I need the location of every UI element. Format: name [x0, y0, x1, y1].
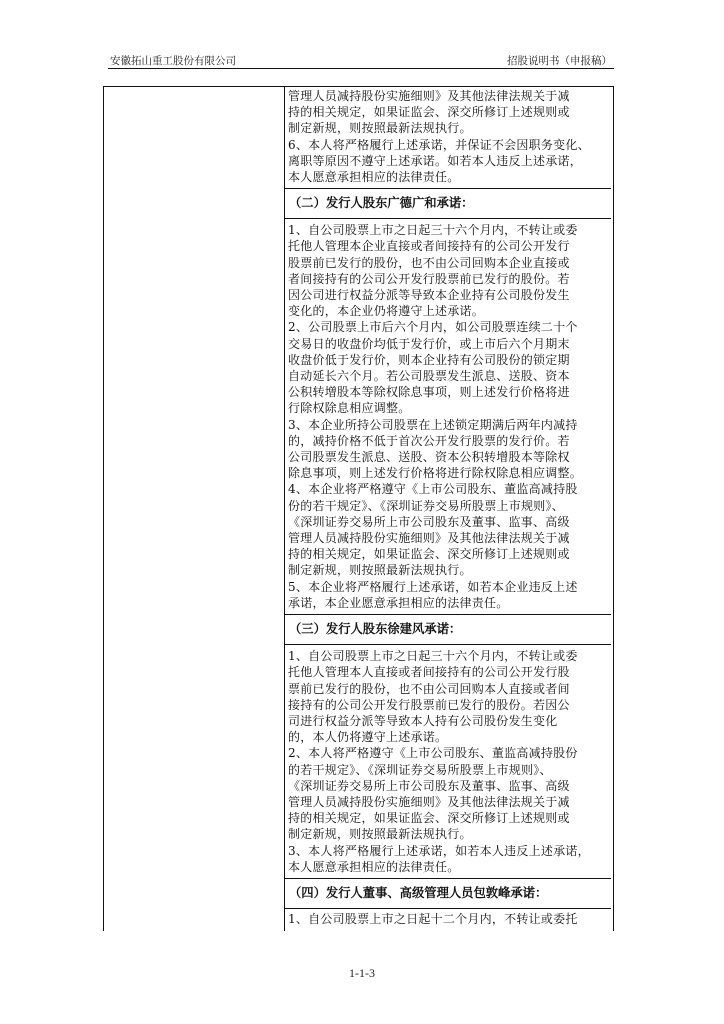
header-rule [108, 68, 614, 69]
row-divider [284, 908, 611, 909]
section-heading-guangde: （二）发行人股东广德广和承诺： [289, 196, 474, 211]
table-column-divider [284, 86, 285, 931]
xu-jianfeng-commitment-text: 1、自公司股票上市之日起三十六个月内，不转让或委 托他人管理本人直接或者间接持有的公司公开发行股 票前已发行的股份，也不由公司回购本人直接或者间 接持有的公司公开发行股票前已发行的股份。若因公 司进行权益分派等导致本人持有公司股份发生变化 的，本人仍将遵守上述承诺。 2、本人将严格遵守《上市公司股东、董监高减持股份 的若干规定》、《深圳证券交易所股票上市规则》、 《深圳证券交易所上市公司股东及董事、监事、高级 管理人员减持股份实施细则》及其他法律法规关于减 持的相关规定，如果证监会、深交所修订上述规则或 制定新规，则按照最新法规执行。 3、本人将严格履行上述承诺，如若本人违反上述承诺， 本人愿意承担相应的法律责任。 [288, 649, 590, 874]
row-divider [284, 644, 611, 645]
page-number: 1-1-3 [349, 966, 375, 980]
company-name: 安徽拓山重工股份有限公司 [110, 55, 236, 67]
document-title: 招股说明书（申报稿） [507, 55, 612, 67]
commitments-column [287, 86, 611, 927]
carryover-paragraph: 管理人员减持股份实施细则》及其他法律法规关于减 持的相关规定，如果证监会、深交所修订上述规则或 制定新规，则按照最新法规执行。 6、本人将严格履行上述承诺，并保证不会因职务变化、 离职等原因不遵守上述承诺。如若本人违反上述承诺， 本人愿意承担相应的法律责任。 [288, 89, 590, 185]
section-heading-xu-jianfeng: （三）发行人股东徐建风承诺： [289, 622, 462, 637]
page-header [108, 51, 614, 69]
row-divider [284, 218, 611, 219]
bao-dunfeng-commitment-text: 1、自公司股票上市之日起十二个月内，不转让或委托 [288, 911, 578, 926]
section-heading-bao-dunfeng: （四）发行人董事、高级管理人员包敦峰承诺： [289, 885, 548, 900]
guangde-commitment-text: 1、自公司股票上市之日起三十六个月内，不转让或委 托他人管理本企业直接或者间接持有的公司公开发行 股票前已发行的股份，也不由公司回购本企业直接或 者间接持有的公司公开发行股票前已发行的股份。若 因公司进行权益分派等导致本企业持有公司股份发生 变化的，本企业仍将遵守上述承诺。 2、公司股票上市后六个月内，如公司股票连续二十个 交易日的收盘价均低于发行价，或上市后六个月期末 收盘价低于发行价，则本企业持有公司股份的锁定期 自动延长六个月。若公司股票发生派息、送股、资本 公积转增股本等除权除息事项，则上述发行价格将进 行除权除息相应调整。 3、本企业所持公司股票在上述锁定期满后两年内减持 的，减持价格不低于首次公开发行股票的发行价。若 公司股票发生派息、送股、资本公积转增股本等除权 除息事项，则上述发行价格将进行除权除息相应调整。 4、本企业将严格遵守《上市公司股东、董监高减持股 份的若干规定》、《深圳证券交易所股票上市规则》、 《深圳证券交易所上市公司股东及董事、监事、高级 管理人员减持股份实施细则》及其他法律法规关于减 持的相关规定，如果证监会、深交所修订上述规则或 制定新规，则按照最新法规执行。 5、本企业将严格履行上述承诺，如若本企业违反上述 承诺，本企业愿意承担相应的法律责任。 [288, 223, 583, 610]
